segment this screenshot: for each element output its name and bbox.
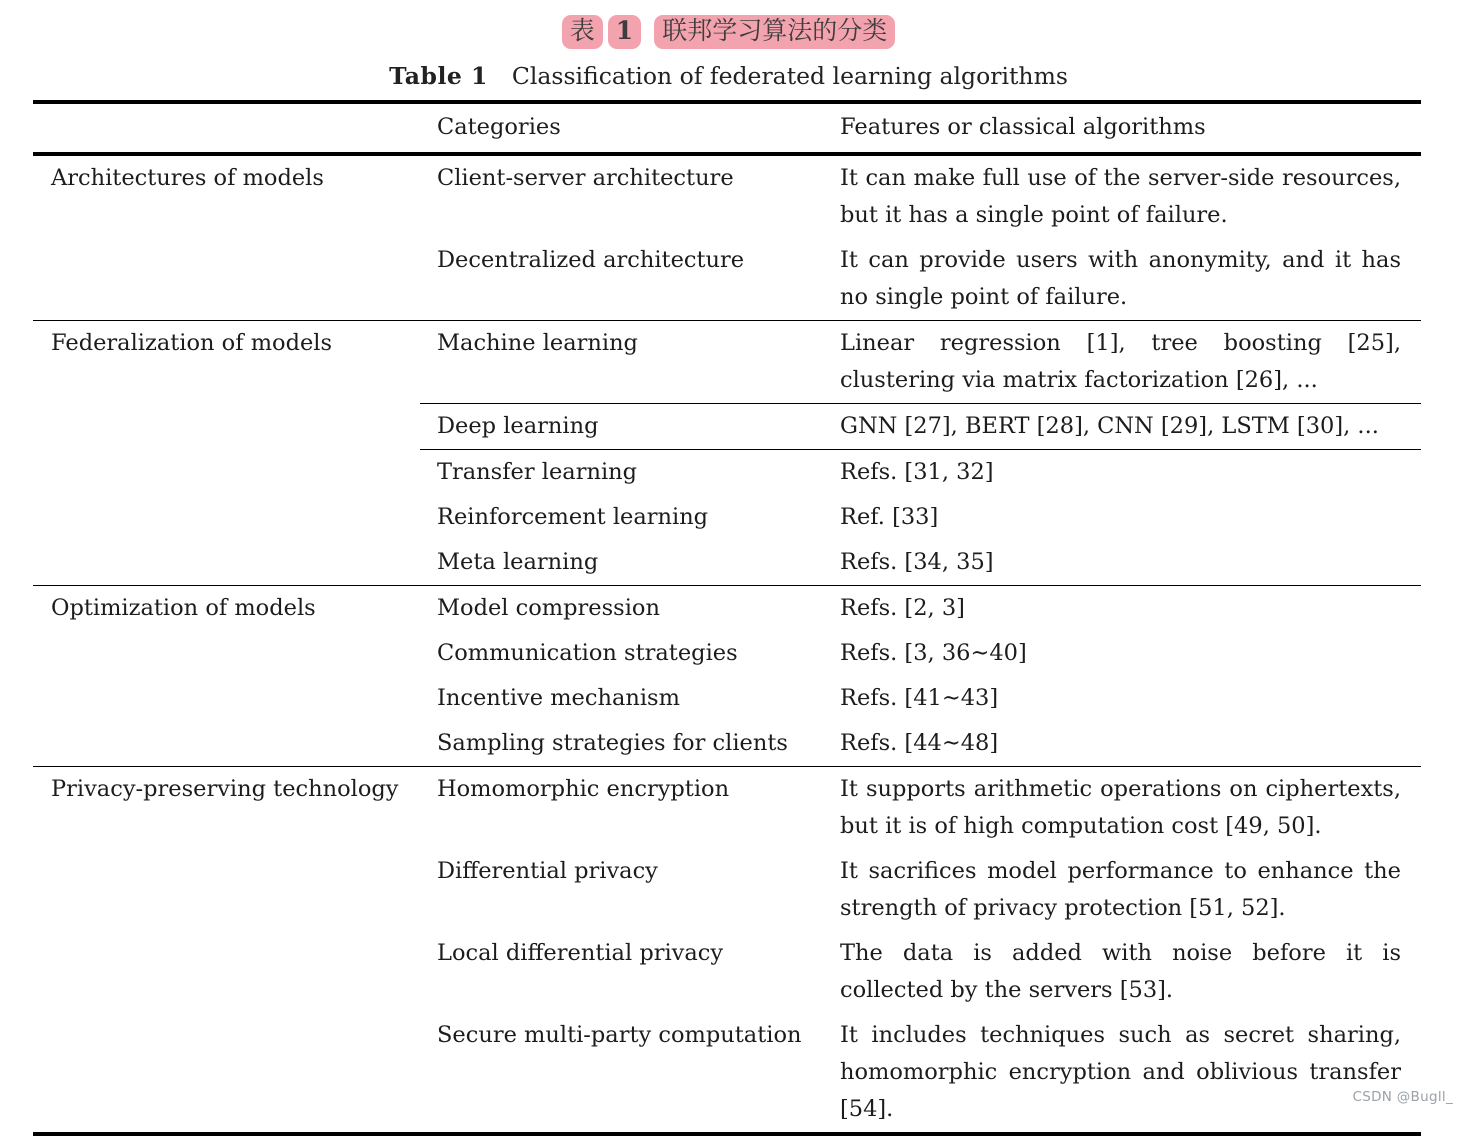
- category-cell: Machine learning: [420, 321, 840, 404]
- classification-table: [33, 100, 1421, 1136]
- group-label-spacer: [33, 1013, 420, 1021]
- group-privacy-preserving-technology: [33, 766, 1421, 1132]
- group-label-spacer: [33, 721, 420, 729]
- group-label-spacer: [33, 631, 420, 639]
- category-cell: Model compression: [437, 595, 660, 621]
- table-row: [33, 404, 1421, 450]
- category-cell: Sampling strategies for clients: [437, 730, 788, 756]
- table-row: [33, 1013, 1421, 1132]
- table-row: [33, 450, 1421, 495]
- csdn-watermark: CSDN @Bugll_: [1352, 1089, 1453, 1105]
- header-categories: Categories: [437, 114, 561, 140]
- table-row: [33, 586, 1421, 631]
- header-empty-cell: [33, 104, 420, 121]
- group-label-spacer: [33, 404, 420, 450]
- feature-cell: It sacrifices model performance to enhance the strength of privacy protection [51, 52].: [840, 858, 1401, 921]
- table-row: [33, 156, 1421, 238]
- zh-title-number-highlight: 1: [608, 15, 641, 49]
- category-cell: Secure multi-party computation: [437, 1022, 802, 1048]
- table-row: [33, 721, 1421, 766]
- category-cell: Homomorphic encryption: [437, 776, 730, 802]
- group-federalization-of-models: [33, 320, 1421, 585]
- feature-cell: Refs. [44∼48]: [840, 730, 999, 756]
- feature-cell: Linear regression [1], tree boosting [25], clustering via matrix factorization [26], ...: [840, 321, 1421, 404]
- table-title-zh: [0, 15, 1457, 49]
- table-row: [33, 849, 1421, 931]
- zh-title-tag-highlight: 表: [562, 15, 603, 49]
- table-row: [33, 767, 1421, 849]
- category-cell: Incentive mechanism: [437, 685, 680, 711]
- group-label-spacer: [33, 495, 420, 503]
- header-features: Features or classical algorithms: [840, 114, 1206, 140]
- feature-cell: It supports arithmetic operations on ciphertexts, but it is of high computation cost [49, 50].: [840, 776, 1401, 839]
- group-label-spacer: [33, 540, 420, 548]
- group-label: Architectures of models: [51, 165, 324, 191]
- feature-cell: GNN [27], BERT [28], CNN [29], LSTM [30], ...: [840, 404, 1421, 450]
- group-architectures-of-models: [33, 156, 1421, 320]
- feature-cell: It can provide users with anonymity, and it has no single point of failure.: [840, 247, 1401, 310]
- category-cell: Reinforcement learning: [437, 504, 709, 530]
- category-cell: Decentralized architecture: [437, 247, 745, 273]
- category-cell: Meta learning: [437, 549, 599, 575]
- feature-cell: Refs. [34, 35]: [840, 549, 994, 575]
- group-label-spacer: [33, 931, 420, 939]
- table-row: [33, 676, 1421, 721]
- table-row: [33, 631, 1421, 676]
- feature-cell: Refs. [2, 3]: [840, 595, 965, 621]
- group-label: Federalization of models: [51, 330, 333, 356]
- feature-cell: It can make full use of the server-side resources, but it has a single point of failure.: [840, 165, 1401, 228]
- table-row: [33, 931, 1421, 1013]
- zh-title-text-highlight: 联邦学习算法的分类: [654, 15, 895, 49]
- table-caption-text: Classification of federated learning algorithms: [511, 62, 1068, 90]
- feature-cell: The data is added with noise before it is collected by the servers [53].: [840, 940, 1401, 1003]
- group-label: Optimization of models: [51, 595, 316, 621]
- group-optimization-of-models: [33, 585, 1421, 766]
- table-caption: [0, 61, 1457, 91]
- table-row: [33, 495, 1421, 540]
- table-row: [33, 321, 1421, 404]
- table-row: [33, 540, 1421, 585]
- group-label: Privacy-preserving technology: [51, 776, 399, 802]
- table-row: [33, 238, 1421, 320]
- category-cell: Deep learning: [420, 404, 840, 450]
- group-label-spacer: [33, 676, 420, 684]
- feature-cell: Ref. [33]: [840, 504, 939, 530]
- group-label-spacer: [33, 849, 420, 857]
- table-header-row: [33, 104, 1421, 156]
- category-cell: Transfer learning: [437, 459, 638, 485]
- category-cell: Differential privacy: [437, 858, 658, 884]
- group-label-spacer: [33, 238, 420, 246]
- category-cell: Communication strategies: [437, 640, 738, 666]
- feature-cell: Refs. [3, 36∼40]: [840, 640, 1027, 666]
- feature-cell: Refs. [31, 32]: [840, 459, 994, 485]
- feature-cell: Refs. [41∼43]: [840, 685, 999, 711]
- category-cell: Local differential privacy: [437, 940, 724, 966]
- group-label-spacer: [33, 450, 420, 458]
- table-caption-label: Table 1: [389, 62, 488, 90]
- feature-cell: It includes techniques such as secret sharing, homomorphic encryption and oblivious transfer [54].: [840, 1022, 1401, 1122]
- category-cell: Client-server architecture: [437, 165, 734, 191]
